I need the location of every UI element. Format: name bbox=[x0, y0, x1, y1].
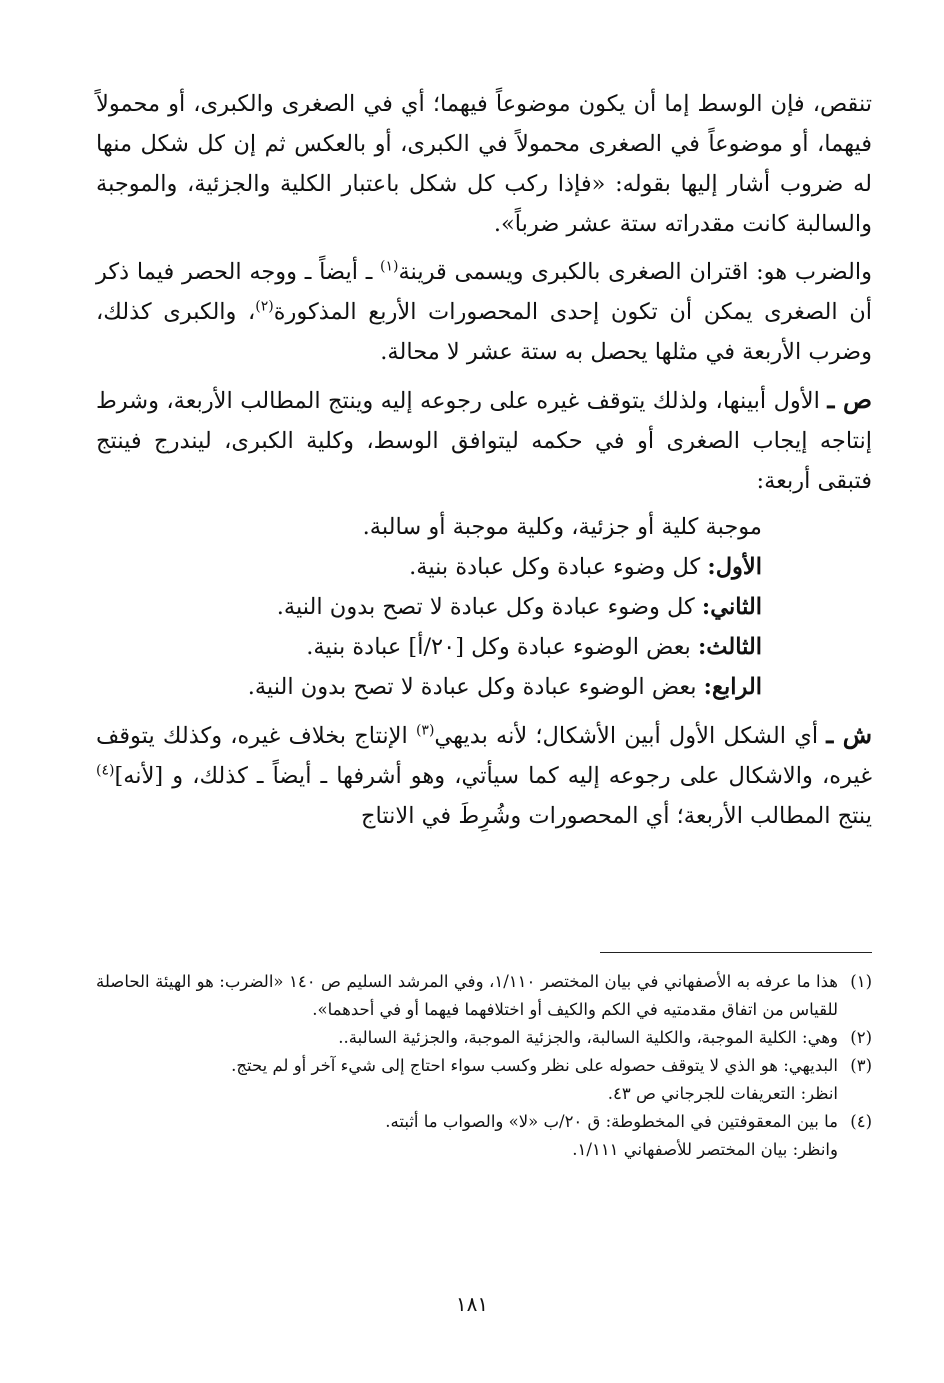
page-number: ١٨١ bbox=[455, 1292, 489, 1316]
footnote-3 bbox=[96, 1052, 872, 1080]
footnote-4-number: (٤) bbox=[850, 1112, 872, 1131]
paragraph-1-text: تنقص، فإن الوسط إما أن يكون موضوعاً فيهما؛ أي في الصغرى والكبرى، أو محمولاً فيهما، أو موضوعاً في الصغرى محمولاً في الكبرى، أو بالعكس ثم إن كل شكل منها له ضروب أشار إليها بقوله: «فإذا ركب كل شكل باعتبار الكلية والجزئية، والموجبة والسالبة كانت مقدراته ستة عشر ضرباً». bbox=[96, 91, 872, 237]
footnotes bbox=[96, 968, 872, 1164]
example-3-text: بعض الوضوء عبادة وكل [٢٠/أ] عبادة بنية. bbox=[306, 634, 698, 660]
footnote-ref-4[interactable]: (٤) bbox=[96, 762, 115, 779]
footnote-2 bbox=[96, 1024, 872, 1052]
sharh-paragraph bbox=[96, 715, 872, 836]
sharh-marker: ش ـ bbox=[826, 720, 872, 749]
footnote-ref-3[interactable]: (٣) bbox=[415, 722, 435, 739]
sharh-text-a: أي الشكل الأول أبين الأشكال؛ لأنه بديهي bbox=[434, 723, 827, 749]
example-3-label: الثالث: bbox=[697, 634, 762, 660]
footnote-1-text: هذا ما عرفه به الأصفهاني في بيان المختصر ١/١١٠، وفي المرشد السليم ص ١٤٠ «الضرب: هو الهيئة الحاصلة للقياس من اتفاق مقدمتيه في الكم والكيف أو اختلافهما فيهما أو في أحدهما». bbox=[96, 972, 838, 1019]
footnote-3-continuation: انظر: التعريفات للجرجاني ص ٤٣. bbox=[607, 1084, 838, 1103]
matn-marker: ص ـ bbox=[827, 385, 872, 414]
paragraph-2-text-c: ، والكبرى كذلك، وضرب الأربعة في مثلها يحصل به ستة عشر لا محالة. bbox=[96, 299, 872, 365]
footnote-3-number: (٣) bbox=[850, 1056, 872, 1075]
example-3 bbox=[96, 627, 872, 667]
footnote-3-text: البديهي: هو الذي لا يتوقف حصوله على نظر وكسب سواء احتاج إلى شيء آخر أو لم يحتج. bbox=[231, 1056, 838, 1075]
footnote-4-continuation: وانظر: بيان المختصر للأصفهاني ١/١١١. bbox=[572, 1140, 838, 1159]
paragraph-2-text-b: ـ أيضاً ـ ووجه الحصر فيما ذكر أن الصغرى يمكن أن تكون إحدى المحصورات الأربع المذكورة bbox=[96, 259, 872, 325]
sharh-text-c: ينتج المطالب الأربعة؛ أي المحصورات وشُرِطَ في الانتاج bbox=[361, 803, 872, 829]
matn-paragraph bbox=[96, 380, 872, 501]
example-2 bbox=[96, 587, 872, 627]
example-4-text: بعض الوضوء عبادة وكل عبادة لا تصح بدون النية. bbox=[247, 674, 704, 700]
footnote-ref-1[interactable]: (١) bbox=[380, 258, 399, 275]
paragraph-1 bbox=[96, 84, 872, 244]
paragraph-2 bbox=[96, 252, 872, 372]
footnote-divider bbox=[600, 952, 872, 953]
example-4-label: الرابع: bbox=[703, 674, 762, 700]
footnote-1-number: (١) bbox=[850, 972, 872, 991]
example-intro bbox=[96, 507, 872, 547]
footnote-2-text: وهي: الكلية الموجبة، والكلية السالبة، والجزئية الموجبة، والجزئية السالبة.. bbox=[338, 1028, 838, 1047]
footnote-2-number: (٢) bbox=[850, 1028, 872, 1047]
sharh-text-b: الإنتاج بخلاف غيره، وكذلك يتوقف غيره، والاشكال على رجوعه إليه كما سيأتي، وهو أشرفها ـ أيضاً ـ كذلك، و [لأنه] bbox=[96, 723, 872, 789]
footnote-ref-2[interactable]: (٢) bbox=[255, 298, 274, 315]
example-2-label: الثاني: bbox=[701, 594, 762, 620]
example-1-label: الأول: bbox=[707, 554, 762, 580]
footnote-4 bbox=[96, 1108, 872, 1136]
example-4 bbox=[96, 667, 872, 707]
example-1-text: كل وضوء عبادة وكل عبادة بنية. bbox=[409, 554, 708, 580]
main-text bbox=[96, 84, 872, 844]
paragraph-2-text-a: والضرب هو: اقتران الصغرى بالكبرى ويسمى قرينة bbox=[398, 259, 872, 285]
footnote-1 bbox=[96, 968, 872, 1024]
example-intro-text: موجبة كلية أو جزئية، وكلية موجبة أو سالبة. bbox=[362, 514, 762, 540]
example-1 bbox=[96, 547, 872, 587]
matn-text: الأول أبينها، ولذلك يتوقف غيره على رجوعه إليه وينتج المطالب الأربعة، وشرط إنتاجه إيجاب الصغرى أو في حكمه ليتوافق الوسط، وكلية الكبرى، ليندرج فينتج فتبقى أربعة: bbox=[96, 388, 872, 494]
footnote-4-text: ما بين المعقوفتين في المخطوطة: ق ٢٠/ب «لا» والصواب ما أثبته. bbox=[385, 1112, 838, 1131]
example-2-text: كل وضوء عبادة وكل عبادة لا تصح بدون النية. bbox=[276, 594, 702, 620]
